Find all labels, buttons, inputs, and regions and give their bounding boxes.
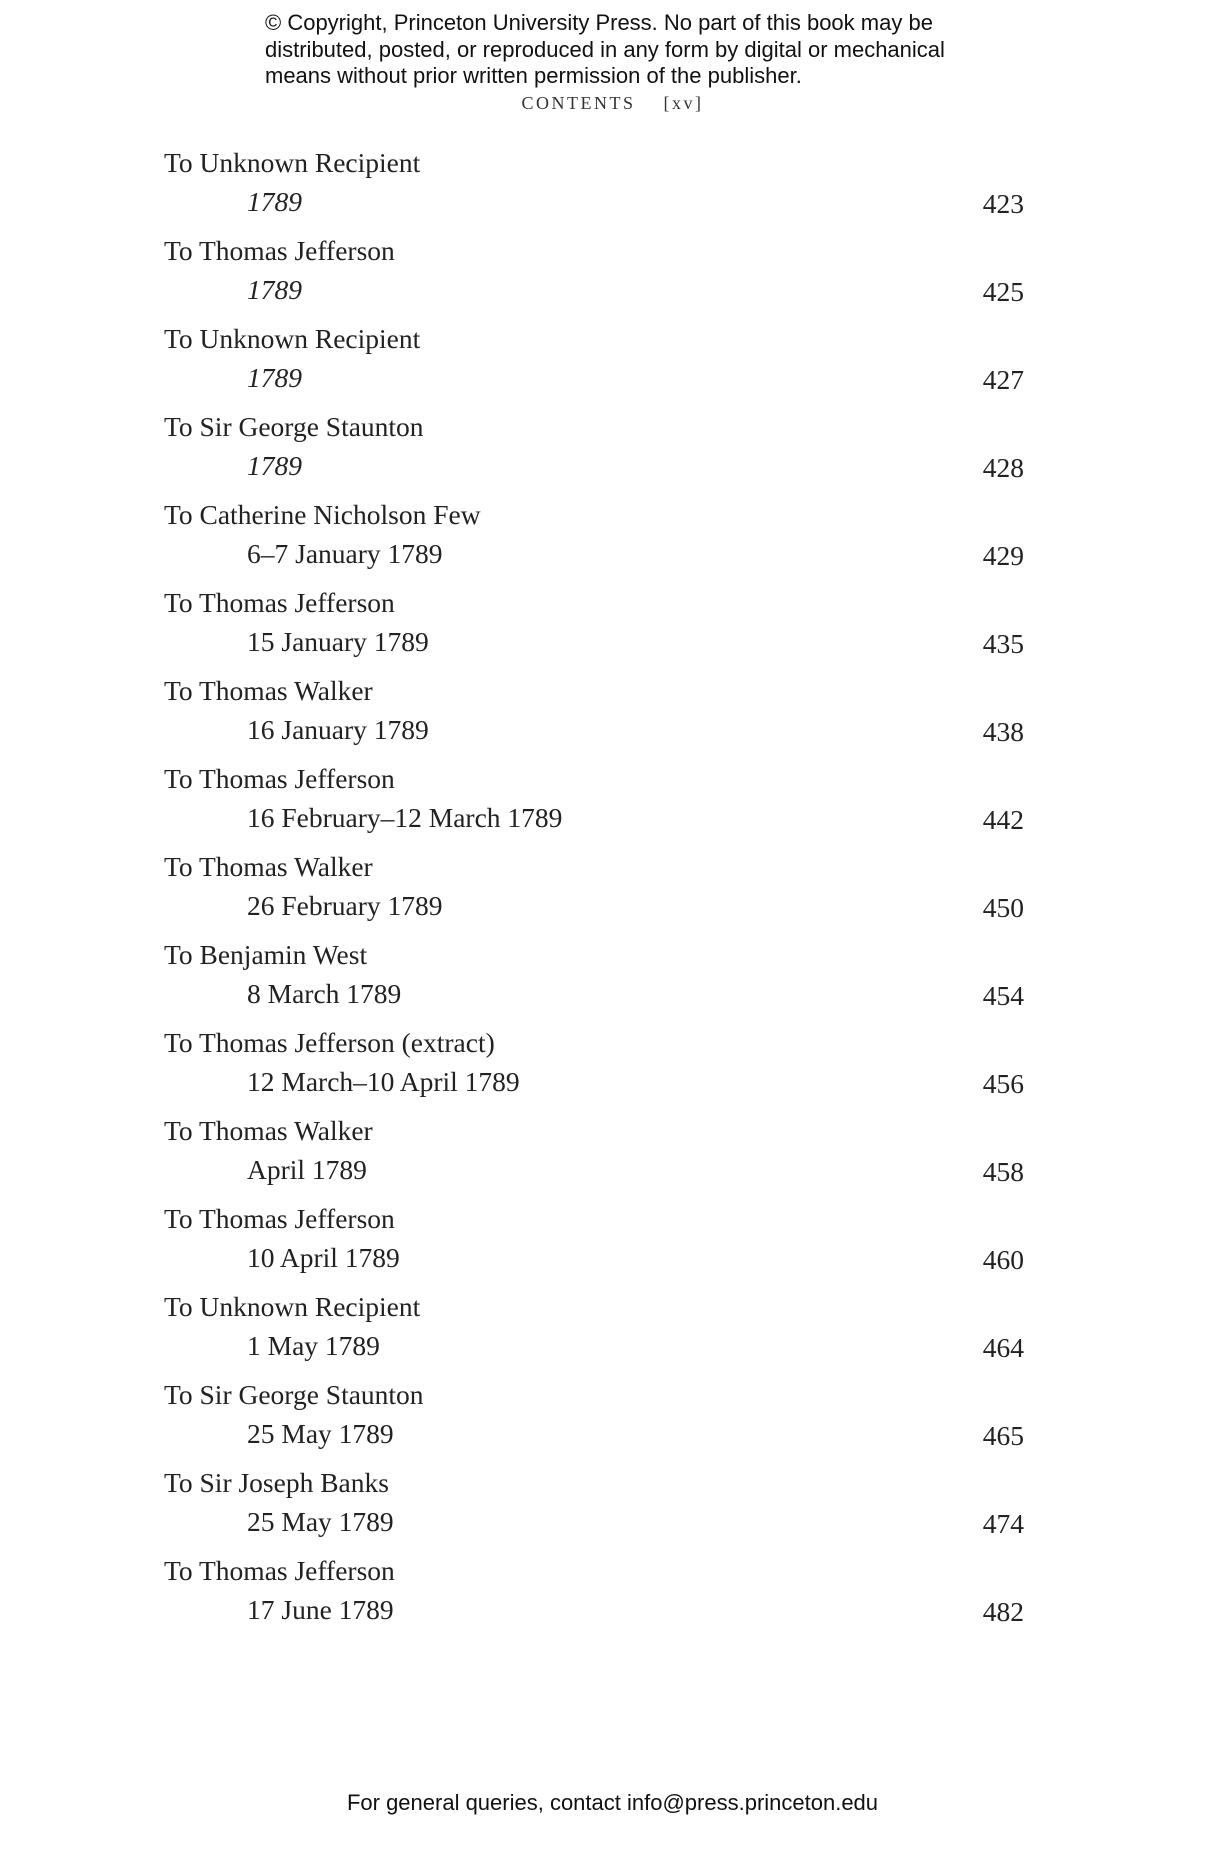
entry-date: 17 June 1789	[247, 1594, 394, 1625]
toc-entry	[164, 1203, 1024, 1291]
toc-entry	[164, 1291, 1024, 1379]
entry-recipient: To Thomas Walker	[164, 851, 373, 882]
entry-date: 1789	[247, 450, 302, 481]
copyright-line: © Copyright, Princeton University Press. No part of this book may be	[265, 10, 933, 35]
entry-date: April 1789	[247, 1154, 367, 1185]
entry-date: 1789	[247, 362, 302, 393]
running-head	[0, 93, 1225, 114]
toc-entry	[164, 411, 1024, 499]
entry-date: 10 April 1789	[247, 1242, 400, 1273]
copyright-notice	[265, 10, 985, 90]
toc-entry	[164, 939, 1024, 1027]
toc-entry	[164, 147, 1024, 235]
entry-page-number: 428	[982, 452, 1024, 483]
entry-date: 25 May 1789	[247, 1418, 394, 1449]
entry-recipient: To Thomas Jefferson	[164, 587, 395, 618]
toc-entry	[164, 323, 1024, 411]
entry-recipient: To Thomas Jefferson (extract)	[164, 1027, 495, 1058]
toc-entry	[164, 1027, 1024, 1115]
entry-recipient: To Unknown Recipient	[164, 147, 421, 178]
entry-date: 1789	[247, 274, 302, 305]
entry-page-number: 442	[982, 804, 1024, 835]
entry-date: 26 February 1789	[247, 890, 443, 921]
entry-date: 6–7 January 1789	[247, 538, 443, 569]
toc-entry	[164, 763, 1024, 851]
toc-entry	[164, 499, 1024, 587]
entry-page-number: 435	[982, 628, 1024, 659]
toc-entry	[164, 1555, 1024, 1643]
toc-entry	[164, 1467, 1024, 1555]
entry-date: 16 January 1789	[247, 714, 429, 745]
entry-recipient: To Unknown Recipient	[164, 323, 421, 354]
entry-page-number: 464	[982, 1332, 1024, 1363]
entry-recipient: To Thomas Jefferson	[164, 1203, 395, 1234]
entry-page-number: 460	[982, 1244, 1024, 1275]
entry-page-number: 450	[982, 892, 1024, 923]
entry-page-number: 458	[982, 1156, 1024, 1187]
entry-page-number: 482	[982, 1596, 1024, 1627]
toc-entry	[164, 1115, 1024, 1203]
entry-recipient: To Thomas Jefferson	[164, 763, 395, 794]
entry-date: 1 May 1789	[247, 1330, 380, 1361]
entry-page-number: 438	[982, 716, 1024, 747]
entry-page-number: 425	[982, 276, 1024, 307]
toc-entry	[164, 1379, 1024, 1467]
entry-recipient: To Benjamin West	[164, 939, 368, 970]
toc-entry	[164, 851, 1024, 939]
table-of-contents	[164, 147, 1024, 1643]
entry-date: 1789	[247, 186, 302, 217]
entry-recipient: To Sir George Staunton	[164, 411, 424, 442]
toc-entry	[164, 675, 1024, 763]
entry-date: 8 March 1789	[247, 978, 402, 1009]
entry-page-number: 454	[982, 980, 1024, 1011]
entry-page-number: 456	[982, 1068, 1024, 1099]
entry-page-number: 429	[982, 540, 1024, 571]
entry-date: 16 February–12 March 1789	[247, 802, 563, 833]
entry-recipient: To Thomas Jefferson	[164, 1555, 395, 1586]
entry-recipient: To Sir Joseph Banks	[164, 1467, 389, 1498]
entry-page-number: 427	[982, 364, 1024, 395]
entry-date: 15 January 1789	[247, 626, 429, 657]
entry-recipient: To Thomas Walker	[164, 1115, 373, 1146]
entry-recipient: To Catherine Nicholson Few	[164, 499, 481, 530]
toc-entry	[164, 587, 1024, 675]
entry-date: 12 March–10 April 1789	[247, 1066, 520, 1097]
copyright-line: distributed, posted, or reproduced in any form by digital or mechanical	[265, 36, 945, 62]
footer-contact: For general queries, contact info@press.princeton.edu	[346, 1790, 879, 1815]
entry-recipient: To Unknown Recipient	[164, 1291, 421, 1322]
copyright-line: means without prior written permission of the publisher.	[265, 63, 802, 88]
running-head-section: CONTENTS	[521, 93, 636, 113]
entry-recipient: To Thomas Walker	[164, 675, 373, 706]
entry-recipient: To Sir George Staunton	[164, 1379, 424, 1410]
entry-page-number: 423	[982, 188, 1024, 219]
entry-page-number: 465	[982, 1420, 1024, 1451]
entry-page-number: 474	[982, 1508, 1024, 1539]
toc-entry	[164, 235, 1024, 323]
entry-recipient: To Thomas Jefferson	[164, 235, 395, 266]
entry-date: 25 May 1789	[247, 1506, 394, 1537]
running-head-page-number: [xv]	[663, 93, 704, 113]
